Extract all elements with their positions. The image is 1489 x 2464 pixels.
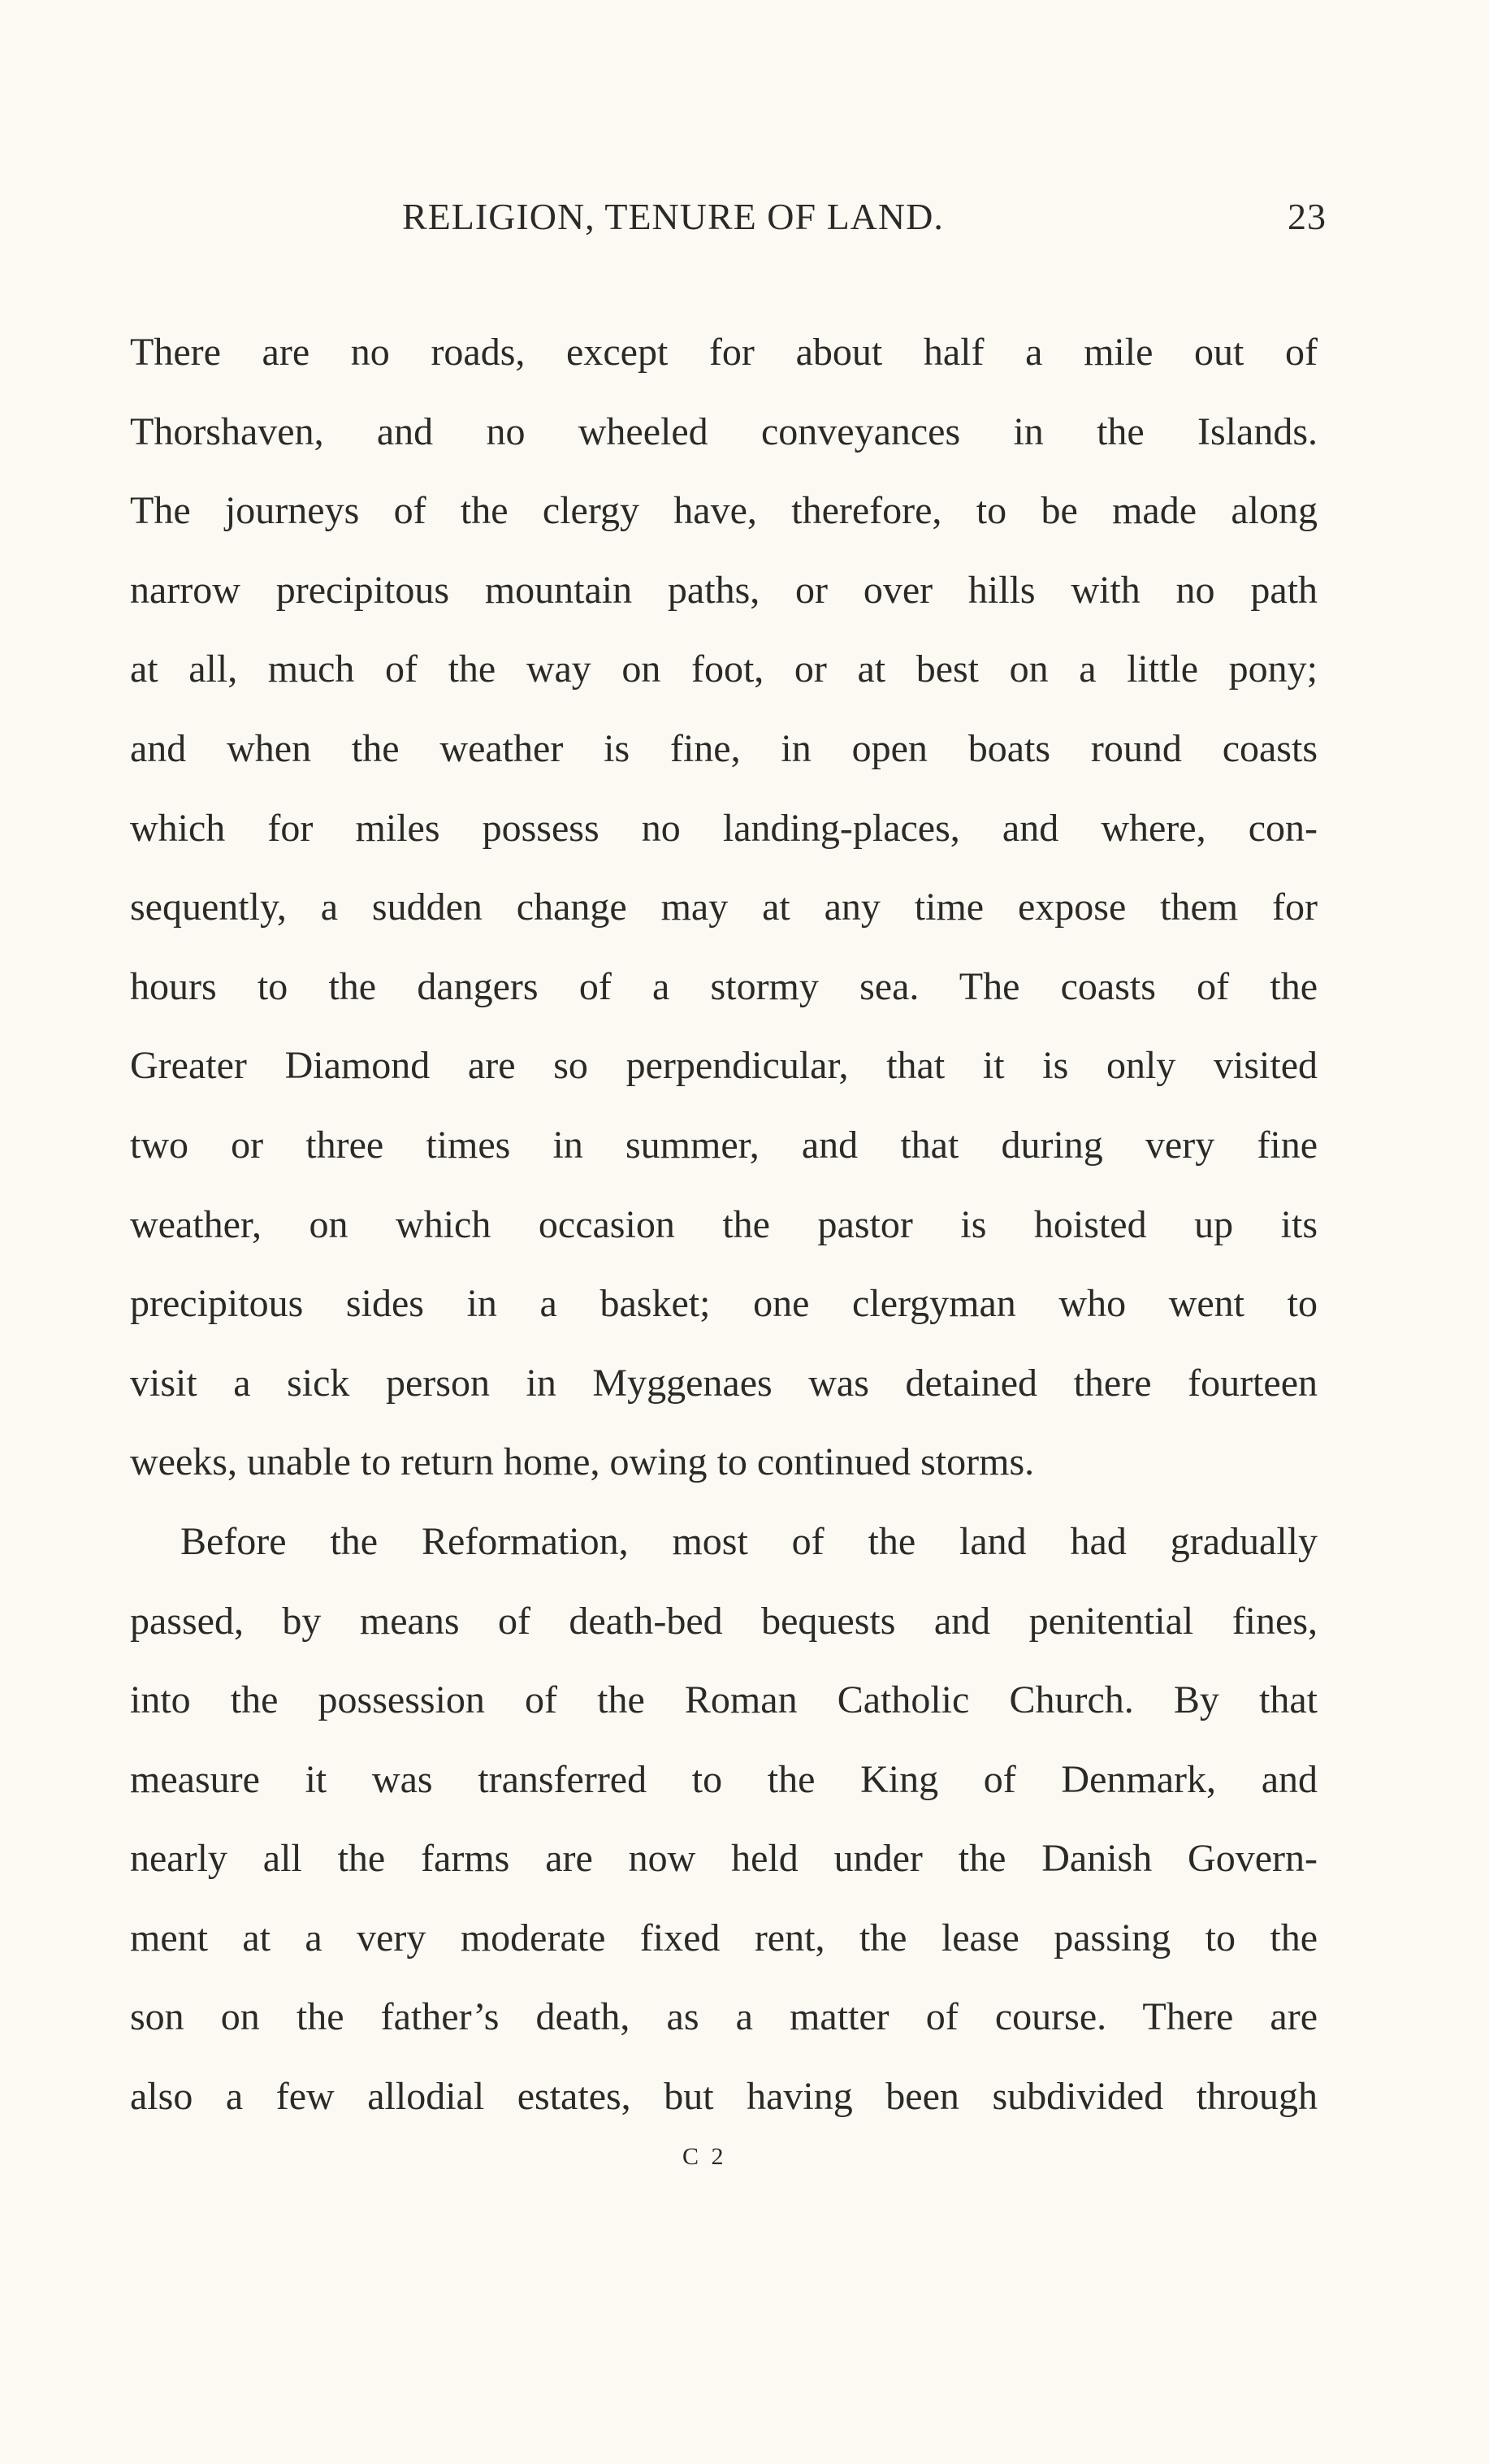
text-line: two or three times in summer, and that during very fine: [130, 1123, 1318, 1167]
text-line: sequently, a sudden change may at any time expose them for: [130, 886, 1318, 929]
text-line: into the possession of the Roman Catholic Church. By that: [130, 1678, 1318, 1722]
text-line: Greater Diamond are so perpendicular, that it is only visited: [130, 1044, 1318, 1088]
text-line: hours to the dangers of a stormy sea. The coasts of the: [130, 964, 1318, 1008]
text-line: weather, on which occasion the pastor is hoisted up its: [130, 1202, 1318, 1246]
text-line: weeks, unable to return home, owing to continued storms.: [130, 1440, 1035, 1484]
text-line: ment at a very moderate fixed rent, the lease passing to the: [130, 1916, 1318, 1960]
text-line: and when the weather is fine, in open boats round coasts: [130, 726, 1318, 770]
text-line: The journeys of the clergy have, therefore, to be made along: [130, 489, 1318, 533]
page-number: 23: [1288, 196, 1327, 237]
paragraph-2: [130, 1502, 1318, 2137]
text-line: son on the father’s death, as a matter of course. There are: [130, 1995, 1318, 2039]
text-line: visit a sick person in Myggenaes was detained there fourteen: [130, 1361, 1318, 1405]
text-line: nearly all the farms are now held under the Danish Govern-: [130, 1837, 1318, 1881]
text-line: measure it was transferred to the King of Denmark, and: [130, 1757, 1318, 1801]
running-title: RELIGION, TENURE OF LAND.: [402, 196, 944, 237]
text-line: narrow precipitous mountain paths, or over hills with no path: [130, 568, 1318, 612]
body-text: [130, 313, 1318, 2137]
signature-mark: C 2: [682, 2143, 727, 2170]
text-line: There are no roads, except for about half a mile out of: [130, 331, 1318, 374]
running-head: [142, 195, 1327, 252]
text-line: precipitous sides in a basket; one clergyman who went to: [130, 1282, 1318, 1326]
text-line: passed, by means of death-bed bequests and penitential fines,: [130, 1599, 1318, 1643]
text-line: which for miles possess no landing-places, and where, con-: [130, 806, 1318, 850]
paragraph-1: [130, 313, 1318, 1502]
text-line: also a few allodial estates, but having been subdivided through: [130, 2075, 1318, 2119]
text-line: Thorshaven, and no wheeled conveyances in the Islands.: [130, 409, 1318, 453]
text-line: Before the Reformation, most of the land had gradually: [180, 1519, 1318, 1563]
text-line: at all, much of the way on foot, or at best on a little pony;: [130, 647, 1318, 691]
